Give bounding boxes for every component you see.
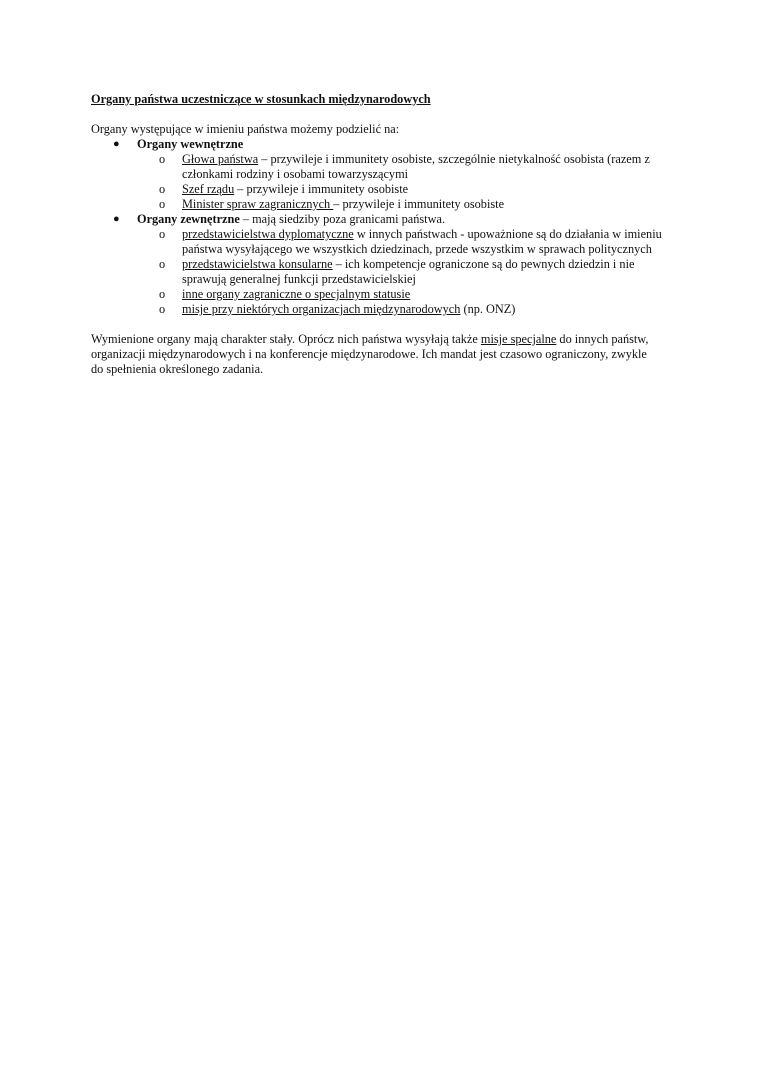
head-of-state-link[interactable]: Głowa państwa [182, 152, 259, 166]
foreign-minister-link[interactable]: Minister spraw zagranicznych [182, 197, 334, 211]
list-item [91, 227, 681, 257]
item-text: – ich kompetencje ograniczone są do pewnych dziedzin i nie sprawują generalnej funkcji przedstawicielskiej [182, 257, 635, 286]
head-of-government-link[interactable]: Szef rządu [182, 182, 235, 196]
document-page [91, 92, 681, 377]
closing-paragraph [91, 332, 651, 377]
special-status-organs-link[interactable]: inne organy zagraniczne o specjalnym statusie [182, 287, 411, 301]
sub-bullet-icon: o [159, 182, 166, 196]
consular-posts-link[interactable]: przedstawicielstwa konsularne [182, 257, 333, 271]
list-item [91, 302, 681, 317]
document-title: Organy państwa uczestniczące w stosunkach międzynarodowych [91, 92, 431, 106]
organ-groups-list [91, 137, 681, 317]
sub-bullet-icon: o [159, 302, 166, 316]
list-item-external-organs [91, 212, 681, 317]
group-description: – mają siedziby poza granicami państwa. [239, 212, 446, 226]
item-text: (np. ONZ) [460, 302, 516, 316]
bullet-icon: ● [113, 138, 120, 150]
group-label: Organy zewnętrzne [137, 212, 240, 226]
sub-bullet-icon: o [159, 197, 166, 211]
intro-paragraph: Organy występujące w imieniu państwa możemy podzielić na: [91, 122, 400, 136]
group-label: Organy wewnętrzne [137, 137, 244, 151]
item-text: – przywileje i immunitety osobiste, szczególnie nietykalność osobista (razem z członkami rodziny i osobami towarzyszącymi [182, 152, 650, 181]
closing-text-before: Wymienione organy mają charakter stały. Oprócz nich państwa wysyłają także [91, 332, 481, 346]
internal-organs-sublist [137, 152, 681, 212]
sub-bullet-icon: o [159, 287, 166, 301]
list-item-internal-organs [91, 137, 681, 212]
list-item [91, 182, 681, 197]
item-text: w innych państwach - upoważnione są do działania w imieniu państwa wysyłającego we wszystkich dziedzinach, przede wszystkim w sprawach politycznych [182, 227, 662, 256]
bullet-icon: ● [113, 213, 120, 225]
diplomatic-missions-link[interactable]: przedstawicielstwa dyplomatyczne [182, 227, 354, 241]
item-text: – przywileje i immunitety osobiste [234, 182, 409, 196]
international-organization-missions-link[interactable]: misje przy niektórych organizacjach międzynarodowych [182, 302, 461, 316]
list-item [91, 287, 681, 302]
item-text: – przywileje i immunitety osobiste [333, 197, 505, 211]
list-item [91, 152, 681, 182]
list-item [91, 197, 681, 212]
external-organs-sublist [137, 227, 681, 317]
list-item [91, 257, 681, 287]
sub-bullet-icon: o [159, 152, 166, 166]
closing-text-after: do innych państw, organizacji międzynarodowych i na konferencje międzynarodowe. Ich mandat jest czasowo ograniczony, zwykle do spełnienia określonego zadania. [91, 332, 649, 376]
sub-bullet-icon: o [159, 257, 166, 271]
special-missions-link[interactable]: misje specjalne [480, 332, 557, 346]
sub-bullet-icon: o [159, 227, 166, 241]
